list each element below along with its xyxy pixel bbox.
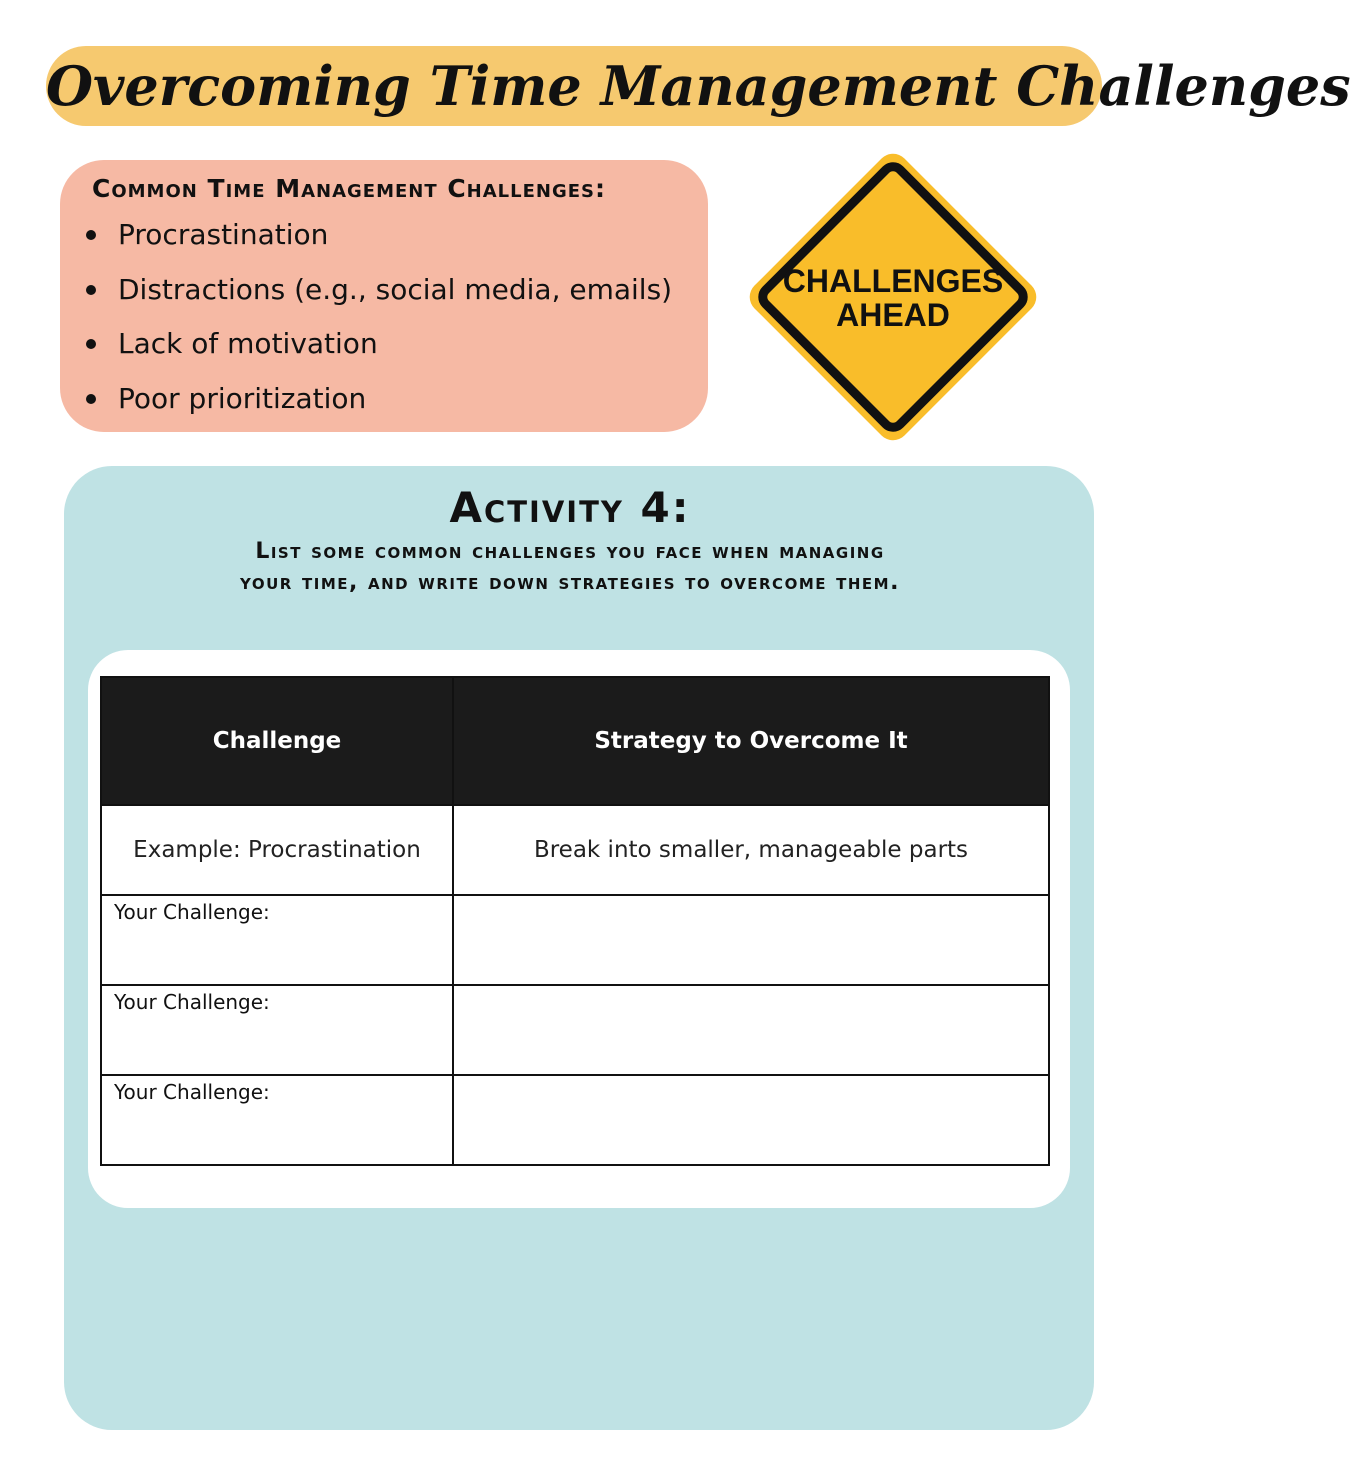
warning-sign-text [732, 264, 1054, 332]
activity-description-line-2: your time, and write down strategies to overcome them. [240, 570, 900, 595]
list-item [82, 263, 672, 318]
activity-description-line-1: List some common challenges you face when managing [255, 539, 885, 564]
common-challenges-heading: Common Time Management Challenges: [92, 174, 607, 203]
list-item-label: Procrastination [118, 218, 329, 252]
list-item-label: Poor prioritization [118, 381, 367, 415]
bullet-icon [86, 394, 96, 404]
your-challenge-label: Your Challenge: [114, 990, 270, 1014]
table-row [101, 895, 1049, 985]
common-challenges-box [60, 160, 708, 432]
header-strategy: Strategy to Overcome It [453, 677, 1049, 805]
strategy-cell[interactable] [453, 985, 1049, 1075]
table-row [101, 985, 1049, 1075]
list-item-label: Lack of motivation [118, 327, 378, 361]
table-header-row [101, 677, 1049, 805]
your-challenge-label: Your Challenge: [114, 1080, 270, 1104]
list-item [82, 208, 672, 263]
sign-line-1: CHALLENGES [782, 263, 1004, 299]
challenge-strategy-table [100, 676, 1050, 1166]
table-row [101, 1075, 1049, 1165]
bullet-icon [86, 339, 96, 349]
bullet-icon [86, 230, 96, 240]
list-item [82, 372, 672, 427]
example-strategy-cell: Break into smaller, manageable parts [453, 805, 1049, 895]
list-item-label: Distractions (e.g., social media, emails) [118, 272, 673, 306]
your-challenge-label: Your Challenge: [114, 900, 270, 924]
activity-title: Activity 4: [449, 483, 691, 532]
example-challenge-cell: Example: Procrastination [101, 805, 453, 895]
sign-line-2: AHEAD [836, 297, 950, 333]
table-row-example [101, 805, 1049, 895]
activity-description [0, 536, 1140, 598]
strategy-cell[interactable] [453, 895, 1049, 985]
list-item [82, 317, 672, 372]
your-challenge-cell[interactable] [101, 1075, 453, 1165]
page-title: Overcoming Time Management Challenges [46, 54, 1351, 118]
header-challenge: Challenge [101, 677, 453, 805]
bullet-icon [86, 285, 96, 295]
strategy-cell[interactable] [453, 1075, 1049, 1165]
common-challenges-list [82, 208, 672, 426]
your-challenge-cell[interactable] [101, 985, 453, 1075]
your-challenge-cell[interactable] [101, 895, 453, 985]
